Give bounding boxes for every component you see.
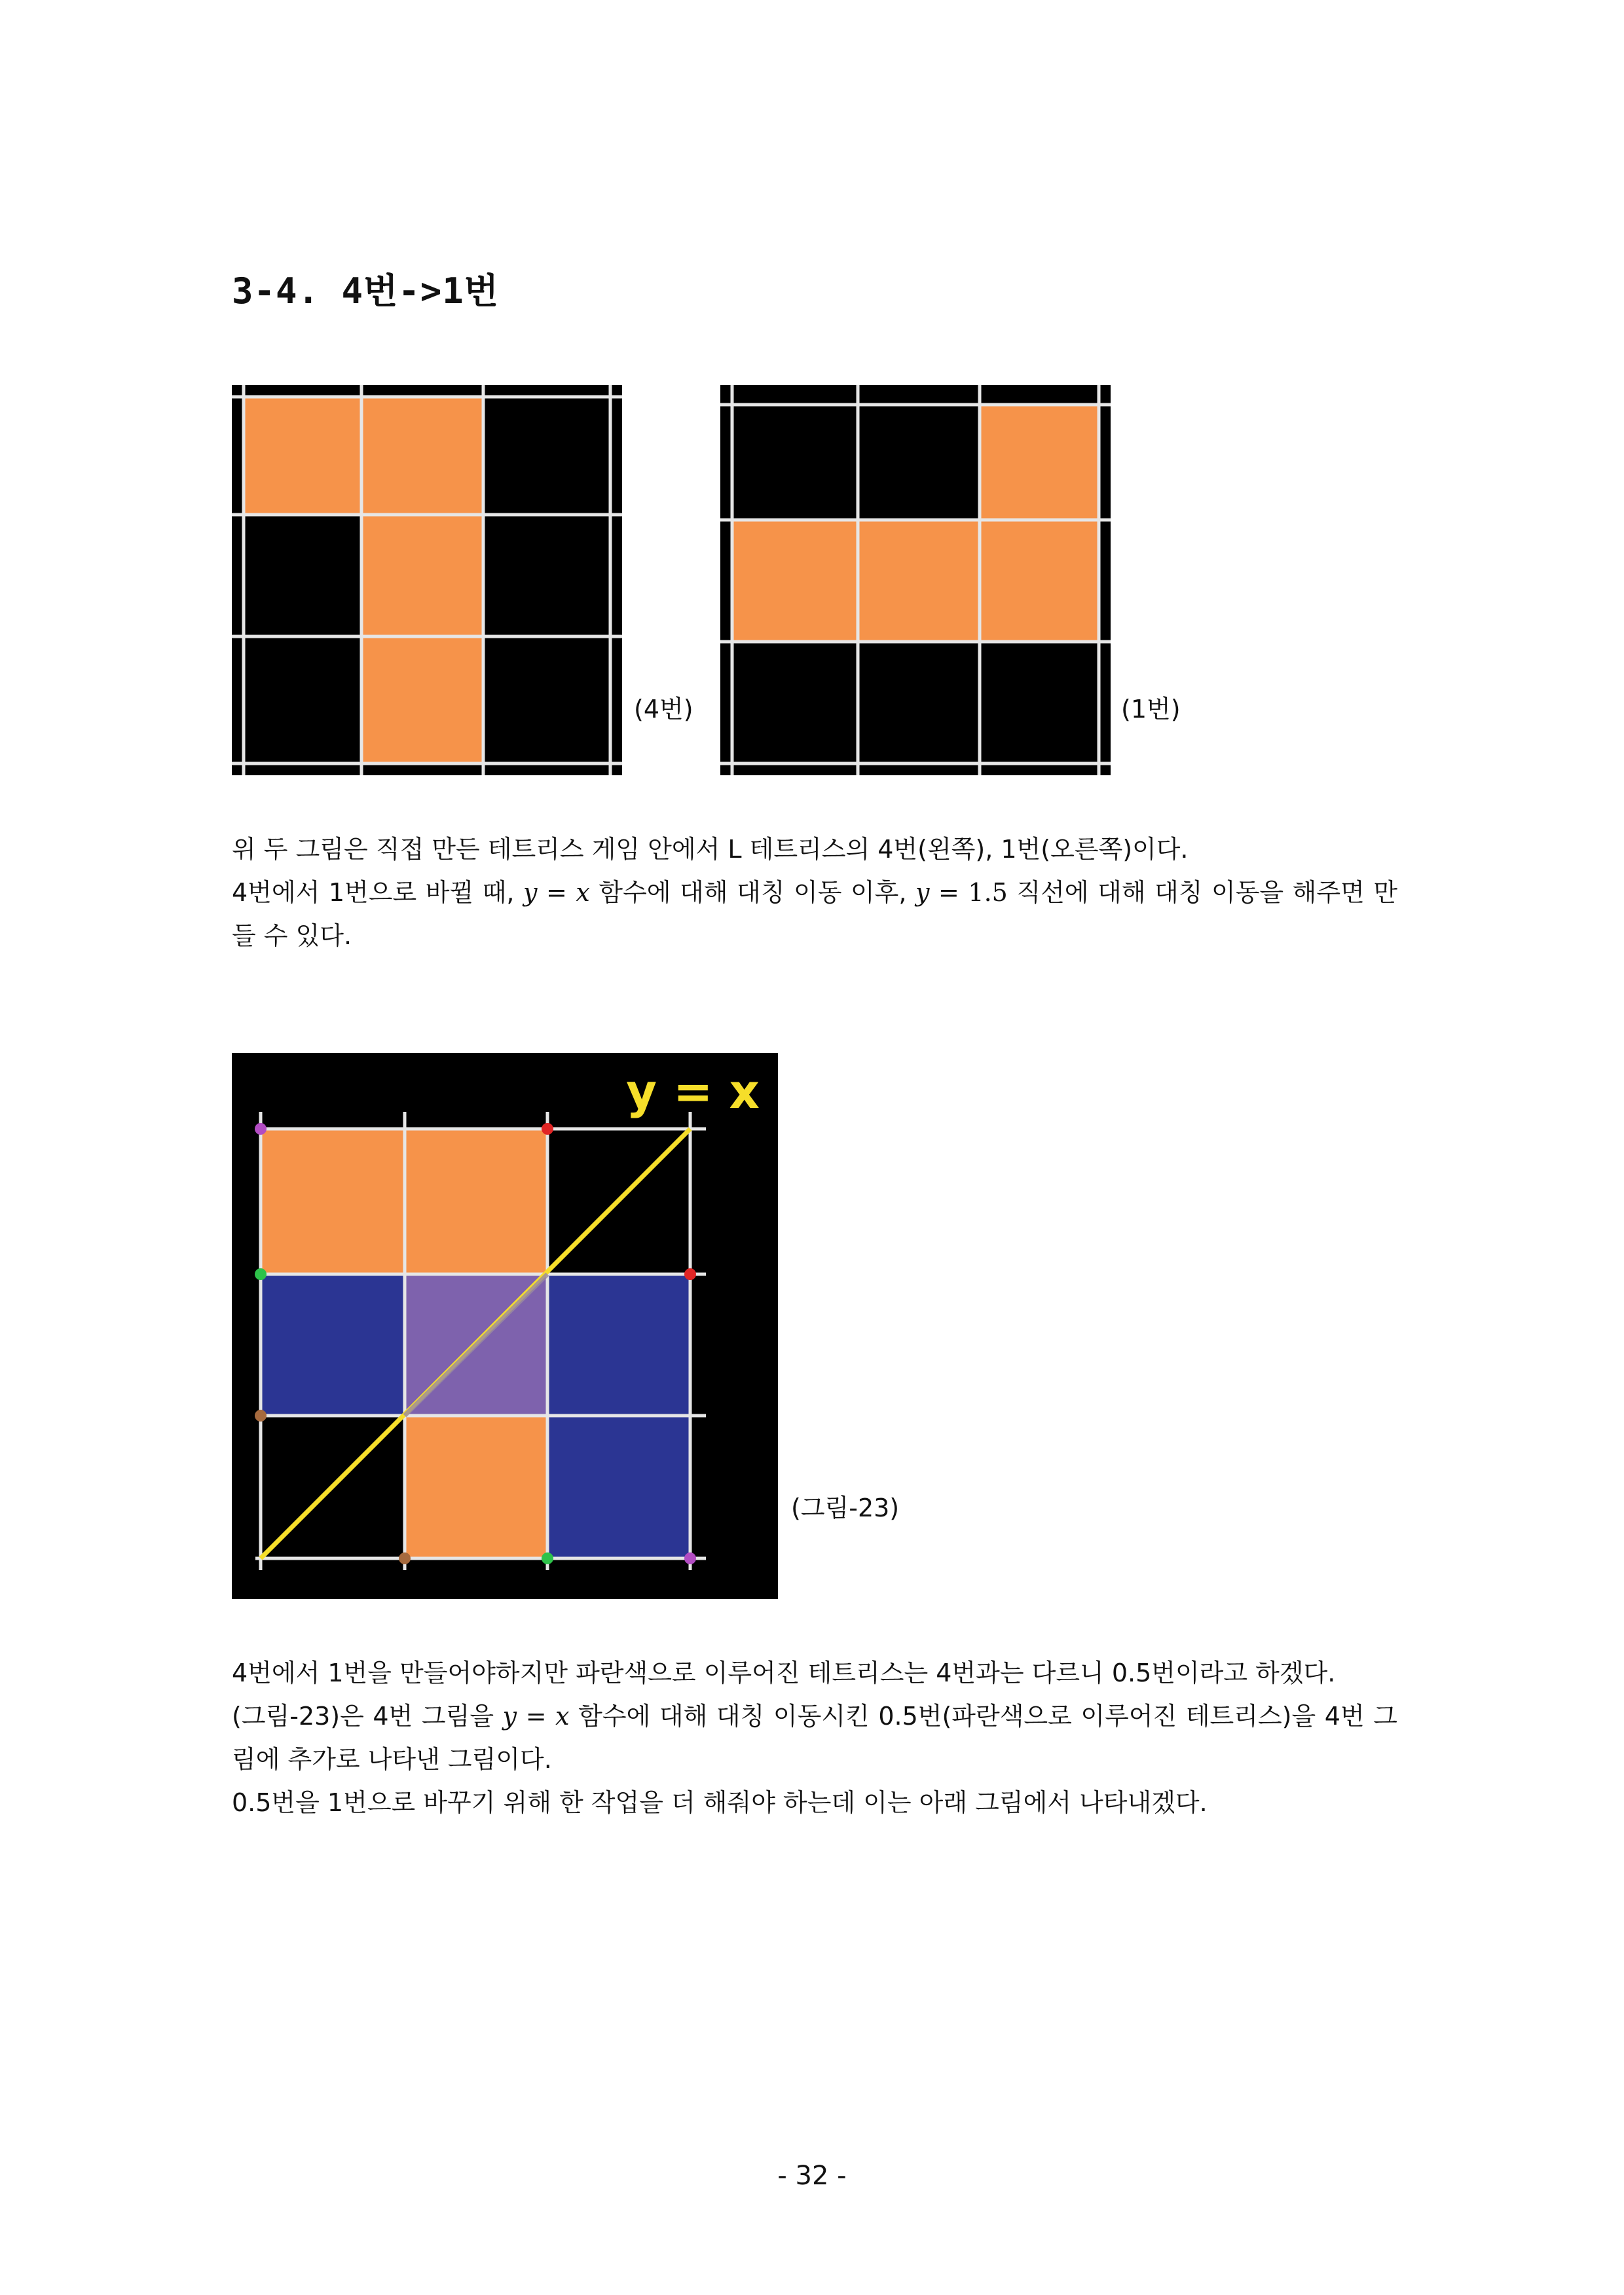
orange-cell <box>732 520 858 642</box>
paragraph-2-line-3: 0.5번을 1번으로 바꾸기 위해 한 작업을 더 해줘야 하는데 이는 아래 그림에서 나타내겠다. <box>232 1788 1208 1817</box>
fig23-caption: (그림-23) <box>791 1494 900 1522</box>
figure-23 <box>232 1053 778 1599</box>
paragraph-2 <box>232 1651 1397 1824</box>
point-purple <box>684 1552 696 1564</box>
math-1-5: 1.5 <box>968 878 1008 907</box>
blue-cell <box>547 1274 690 1416</box>
point-brown <box>399 1552 411 1564</box>
orange-cell <box>980 520 1099 642</box>
orange-cell <box>261 1129 405 1274</box>
paragraph-1-line-1: 위 두 그림은 직접 만든 테트리스 게임 안에서 L 테트리스의 4번(왼쪽), 1번(오른쪽)이다. <box>232 835 1189 864</box>
orange-cell <box>405 1416 547 1558</box>
section-heading: 3-4. 4번->1번 <box>232 270 499 312</box>
math-y-equals: y = <box>915 878 969 907</box>
tetris-figure-1 <box>720 385 1111 775</box>
point-green <box>542 1552 553 1564</box>
point-green <box>255 1268 267 1280</box>
point-brown <box>255 1410 267 1422</box>
fig1-caption: (1번) <box>1121 695 1181 724</box>
math-y-equals-x: y = x <box>523 878 590 907</box>
page-number: - 32 - <box>777 2161 847 2191</box>
y-equals-x-label: y = x <box>626 1064 760 1119</box>
orange-cell <box>858 520 980 642</box>
paragraph-1 <box>232 828 1397 957</box>
point-red <box>684 1268 696 1280</box>
point-purple <box>255 1123 267 1135</box>
paragraph-1-line-2: 4번에서 1번으로 바뀔 때, y = x 함수에 대해 대칭 이동 이후, y = 1.5 직선에 대해 대칭 이동을 해주면 만들 수 있다. <box>232 878 1398 950</box>
paragraph-2-line-2: (그림-23)은 4번 그림을 y = x 함수에 대해 대칭 이동시킨 0.5번(파란색으로 이루어진 테트리스)을 4번 그림에 추가로 나타낸 그림이다. <box>232 1702 1397 1774</box>
paragraph-2-line-1: 4번에서 1번을 만들어야하지만 파란색으로 이루어진 테트리스는 4번과는 다르니 0.5번이라고 하겠다. <box>232 1659 1336 1687</box>
fig4-caption: (4번) <box>634 695 693 724</box>
math-y-equals-x: y = x <box>502 1702 570 1731</box>
tetris-figure-4 <box>232 385 622 775</box>
orange-cell <box>980 405 1099 520</box>
orange-cell <box>361 636 483 763</box>
blue-cell <box>547 1416 690 1558</box>
orange-cell <box>405 1129 547 1274</box>
orange-cell <box>361 515 483 636</box>
blue-cell <box>261 1274 405 1416</box>
point-red <box>542 1123 553 1135</box>
orange-cell <box>361 397 483 515</box>
orange-cell <box>244 397 361 515</box>
